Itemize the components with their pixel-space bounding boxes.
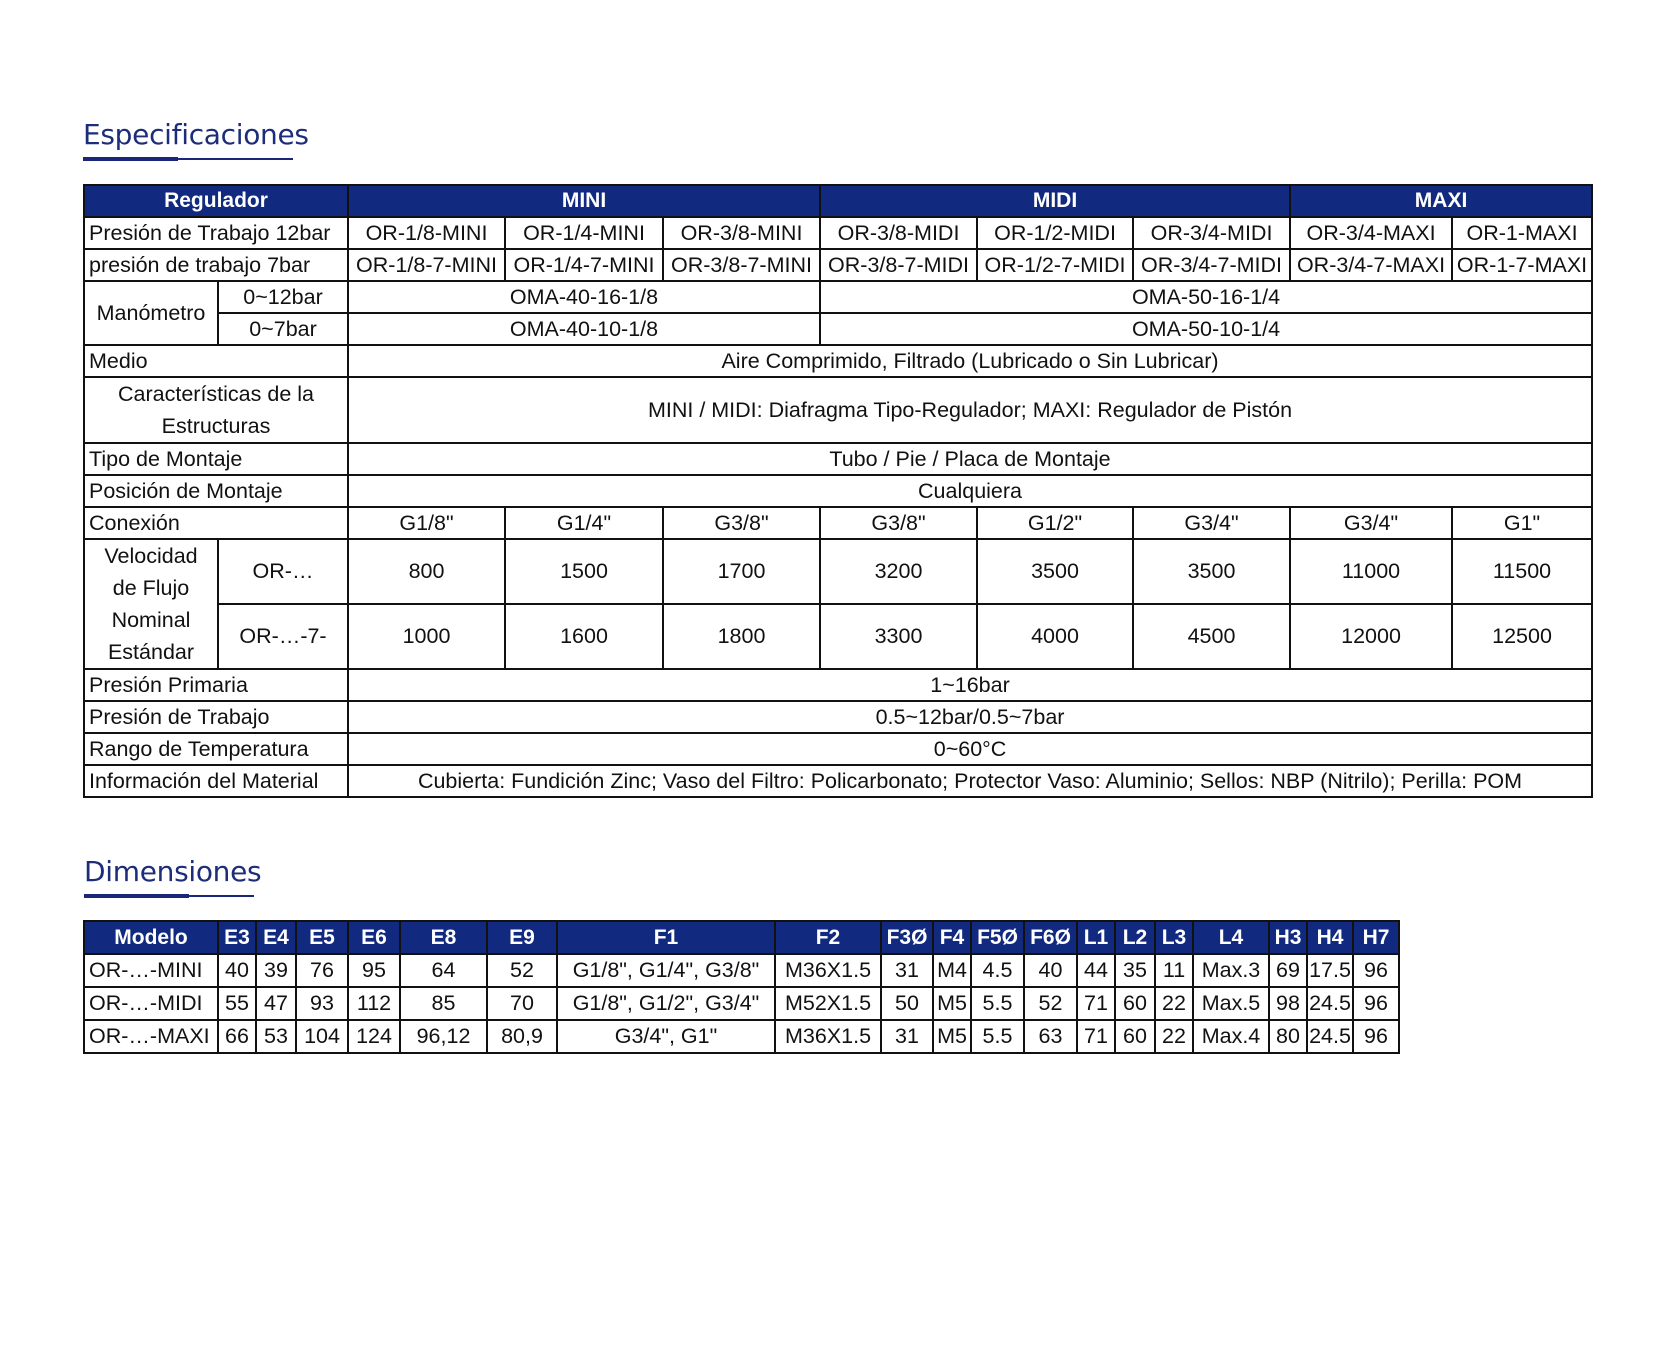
row-estructura	[84, 377, 1592, 443]
dims-cell: 60	[1115, 987, 1155, 1020]
flujo-cell: 3500	[977, 539, 1133, 604]
label-flujo-line4: Estándar	[107, 640, 195, 664]
dims-cell: G3/4", G1"	[557, 1020, 775, 1053]
row-medio	[84, 345, 1592, 377]
spec-header-row	[84, 185, 1592, 217]
flujo-cell: 12500	[1452, 604, 1592, 669]
dims-cell: 98	[1269, 987, 1307, 1020]
dims-cell: 104	[296, 1020, 348, 1053]
header-midi: MIDI	[820, 185, 1290, 217]
dims-cell: 24.5	[1307, 1020, 1353, 1053]
value-material: Cubierta: Fundición Zinc; Vaso del Filtro: Policarbonato; Protector Vaso: Aluminio; Sellos: NBP (Nitrilo); Perilla: POM	[348, 765, 1592, 797]
dims-header-cell: L1	[1077, 921, 1115, 954]
dims-header-cell: Modelo	[84, 921, 218, 954]
model-cell: OR-3/4-MIDI	[1133, 217, 1290, 249]
manometro-large-12: OMA-50-16-1/4	[820, 281, 1592, 313]
dims-cell: M5	[933, 1020, 971, 1053]
dims-header-cell: F4	[933, 921, 971, 954]
conexion-cell: G3/4"	[1290, 507, 1452, 539]
label-conexion: Conexión	[84, 507, 348, 539]
dims-cell: G1/8", G1/2", G3/4"	[557, 987, 775, 1020]
flujo-cell: 1600	[505, 604, 663, 669]
dims-header-cell: E9	[487, 921, 557, 954]
conexion-cell: G1/4"	[505, 507, 663, 539]
spec-title-underline-thin	[178, 158, 293, 160]
row-posicion-montaje	[84, 475, 1592, 507]
dims-cell: 44	[1077, 954, 1115, 987]
dims-row-midi	[84, 987, 1399, 1020]
dims-cell: M52X1.5	[775, 987, 881, 1020]
dims-cell: 22	[1155, 987, 1193, 1020]
dims-cell: M36X1.5	[775, 954, 881, 987]
row-presion-trabajo	[84, 701, 1592, 733]
dims-cell: M36X1.5	[775, 1020, 881, 1053]
model-cell: OR-1/2-7-MIDI	[977, 249, 1133, 281]
dims-cell: Max.4	[1193, 1020, 1269, 1053]
dims-cell: OR-…-MIDI	[84, 987, 218, 1020]
dims-cell: 53	[256, 1020, 296, 1053]
manometro-large-7: OMA-50-10-1/4	[820, 313, 1592, 345]
conexion-cell: G3/8"	[820, 507, 977, 539]
conexion-cell: G1/2"	[977, 507, 1133, 539]
manometro-small-7: OMA-40-10-1/8	[348, 313, 820, 345]
dims-cell: 70	[487, 987, 557, 1020]
flujo-or7-label: OR-…-7-	[218, 604, 348, 669]
value-estructura: MINI / MIDI: Diafragma Tipo-Regulador; MAXI: Regulador de Pistón	[348, 377, 1592, 443]
row-flujo-or7	[84, 604, 1592, 669]
flujo-or-label: OR-…	[218, 539, 348, 604]
label-flujo-line3: Nominal	[111, 608, 191, 632]
dims-cell: 96	[1353, 1020, 1399, 1053]
label-temperatura: Rango de Temperatura	[84, 733, 348, 765]
dims-cell: 4.5	[971, 954, 1024, 987]
dims-header-cell: F2	[775, 921, 881, 954]
flujo-cell: 800	[348, 539, 505, 604]
dims-cell: 80,9	[487, 1020, 557, 1053]
label-manometro: Manómetro	[84, 281, 218, 345]
dims-header-cell: L3	[1155, 921, 1193, 954]
row-presion-primaria	[84, 669, 1592, 701]
header-maxi: MAXI	[1290, 185, 1592, 217]
dims-cell: 35	[1115, 954, 1155, 987]
dims-cell: 69	[1269, 954, 1307, 987]
row-work-12bar	[84, 217, 1592, 249]
model-cell: OR-1/4-7-MINI	[505, 249, 663, 281]
row-flujo-or	[84, 539, 1592, 604]
dims-row-maxi	[84, 1020, 1399, 1053]
dims-cell: 17.5	[1307, 954, 1353, 987]
dims-cell: OR-…-MINI	[84, 954, 218, 987]
flujo-cell: 12000	[1290, 604, 1452, 669]
dims-cell: OR-…-MAXI	[84, 1020, 218, 1053]
dims-cell: 52	[1024, 987, 1077, 1020]
value-presion-primaria: 1~16bar	[348, 669, 1592, 701]
model-cell: OR-1-MAXI	[1452, 217, 1592, 249]
model-cell: OR-1-7-MAXI	[1452, 249, 1592, 281]
row-temperatura	[84, 733, 1592, 765]
manometro-range-7: 0~7bar	[218, 313, 348, 345]
dims-cell: 66	[218, 1020, 256, 1053]
flujo-cell: 4500	[1133, 604, 1290, 669]
manometro-small-12: OMA-40-16-1/8	[348, 281, 820, 313]
flujo-cell: 3300	[820, 604, 977, 669]
dims-header-cell: H4	[1307, 921, 1353, 954]
dims-header-cell: L2	[1115, 921, 1155, 954]
dims-cell: 96,12	[400, 1020, 487, 1053]
label-flujo	[84, 539, 218, 669]
model-cell: OR-1/4-MINI	[505, 217, 663, 249]
dims-cell: 5.5	[971, 987, 1024, 1020]
flujo-cell: 1500	[505, 539, 663, 604]
dims-header-cell: E3	[218, 921, 256, 954]
label-flujo-line2: de Flujo	[112, 576, 190, 600]
dims-header-row	[84, 921, 1399, 954]
dims-cell: 24.5	[1307, 987, 1353, 1020]
label-material: Información del Material	[84, 765, 348, 797]
flujo-cell: 1800	[663, 604, 820, 669]
row-manometro-7bar	[84, 313, 1592, 345]
dims-cell: 11	[1155, 954, 1193, 987]
header-regulador: Regulador	[84, 185, 348, 217]
flujo-cell: 3500	[1133, 539, 1290, 604]
dims-header-cell: F5Ø	[971, 921, 1024, 954]
dims-title: Dimensiones	[84, 855, 262, 888]
specifications-table	[83, 184, 1593, 798]
dims-header-cell: F6Ø	[1024, 921, 1077, 954]
label-posicion-montaje: Posición de Montaje	[84, 475, 348, 507]
flujo-cell: 1000	[348, 604, 505, 669]
dims-cell: 85	[400, 987, 487, 1020]
dimensions-table	[83, 920, 1400, 1054]
dims-cell: 31	[881, 954, 933, 987]
dims-cell: 39	[256, 954, 296, 987]
dims-cell: 76	[296, 954, 348, 987]
model-cell: OR-3/8-7-MINI	[663, 249, 820, 281]
value-medio: Aire Comprimido, Filtrado (Lubricado o Sin Lubricar)	[348, 345, 1592, 377]
dims-row-mini	[84, 954, 1399, 987]
dims-header-cell: E4	[256, 921, 296, 954]
label-medio: Medio	[84, 345, 348, 377]
model-cell: OR-1/8-MINI	[348, 217, 505, 249]
dims-cell: 80	[1269, 1020, 1307, 1053]
dims-cell: 93	[296, 987, 348, 1020]
model-cell: OR-3/4-7-MAXI	[1290, 249, 1452, 281]
flujo-cell: 1700	[663, 539, 820, 604]
spec-title: Especificaciones	[83, 118, 309, 151]
conexion-cell: G3/8"	[663, 507, 820, 539]
dims-header-cell: F1	[557, 921, 775, 954]
model-cell: OR-3/8-MIDI	[820, 217, 977, 249]
dims-cell: 50	[881, 987, 933, 1020]
dims-cell: 96	[1353, 987, 1399, 1020]
dims-cell: 95	[348, 954, 400, 987]
value-tipo-montaje: Tubo / Pie / Placa de Montaje	[348, 443, 1592, 475]
header-mini: MINI	[348, 185, 820, 217]
dims-cell: M4	[933, 954, 971, 987]
model-cell: OR-3/8-MINI	[663, 217, 820, 249]
label-presion-primaria: Presión Primaria	[84, 669, 348, 701]
dims-cell: 55	[218, 987, 256, 1020]
row-material	[84, 765, 1592, 797]
dims-header-cell: E5	[296, 921, 348, 954]
dims-cell: 64	[400, 954, 487, 987]
dims-cell: 40	[218, 954, 256, 987]
dims-header-cell: F3Ø	[881, 921, 933, 954]
dims-cell: 47	[256, 987, 296, 1020]
value-presion-trabajo: 0.5~12bar/0.5~7bar	[348, 701, 1592, 733]
model-cell: OR-3/8-7-MIDI	[820, 249, 977, 281]
spec-title-underline	[83, 157, 178, 161]
dims-header-cell: E6	[348, 921, 400, 954]
flujo-cell: 3200	[820, 539, 977, 604]
conexion-cell: G3/4"	[1133, 507, 1290, 539]
dims-cell: 52	[487, 954, 557, 987]
dims-cell: 71	[1077, 1020, 1115, 1053]
dims-cell: G1/8", G1/4", G3/8"	[557, 954, 775, 987]
value-temperatura: 0~60°C	[348, 733, 1592, 765]
label-estructura	[84, 377, 348, 443]
conexion-cell: G1"	[1452, 507, 1592, 539]
flujo-cell: 4000	[977, 604, 1133, 669]
label-tipo-montaje: Tipo de Montaje	[84, 443, 348, 475]
dims-cell: 112	[348, 987, 400, 1020]
dims-cell: 63	[1024, 1020, 1077, 1053]
dims-header-cell: H7	[1353, 921, 1399, 954]
dims-title-underline-thin	[189, 895, 254, 897]
manometro-range-12: 0~12bar	[218, 281, 348, 313]
label-flujo-line1: Velocidad	[104, 544, 198, 568]
label-work-7bar: presión de trabajo 7bar	[84, 249, 348, 281]
flujo-cell: 11000	[1290, 539, 1452, 604]
conexion-cell: G1/8"	[348, 507, 505, 539]
dims-cell: 5.5	[971, 1020, 1024, 1053]
dims-header-cell: L4	[1193, 921, 1269, 954]
model-cell: OR-1/2-MIDI	[977, 217, 1133, 249]
dims-cell: 124	[348, 1020, 400, 1053]
dims-cell: 40	[1024, 954, 1077, 987]
label-presion-trabajo: Presión de Trabajo	[84, 701, 348, 733]
label-estructura-line1: Características de la	[118, 382, 314, 406]
value-posicion-montaje: Cualquiera	[348, 475, 1592, 507]
model-cell: OR-3/4-7-MIDI	[1133, 249, 1290, 281]
dims-cell: Max.3	[1193, 954, 1269, 987]
row-work-7bar	[84, 249, 1592, 281]
dims-header-cell: H3	[1269, 921, 1307, 954]
row-tipo-montaje	[84, 443, 1592, 475]
label-work-12bar: Presión de Trabajo 12bar	[84, 217, 348, 249]
row-manometro-12bar	[84, 281, 1592, 313]
row-conexion	[84, 507, 1592, 539]
dims-title-underline	[84, 894, 189, 898]
dims-cell: 96	[1353, 954, 1399, 987]
flujo-cell: 11500	[1452, 539, 1592, 604]
label-estructura-line2: Estructuras	[161, 414, 271, 438]
dims-header-cell: E8	[400, 921, 487, 954]
dims-cell: 60	[1115, 1020, 1155, 1053]
dims-cell: M5	[933, 987, 971, 1020]
model-cell: OR-3/4-MAXI	[1290, 217, 1452, 249]
dims-cell: 22	[1155, 1020, 1193, 1053]
dims-cell: 31	[881, 1020, 933, 1053]
dims-cell: 71	[1077, 987, 1115, 1020]
model-cell: OR-1/8-7-MINI	[348, 249, 505, 281]
dims-cell: Max.5	[1193, 987, 1269, 1020]
